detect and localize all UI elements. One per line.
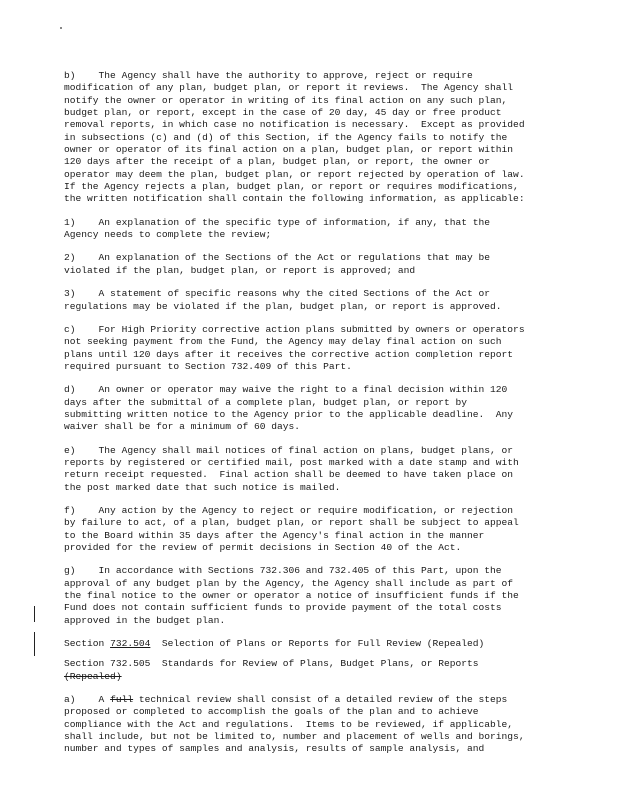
section-prefix: Section [64, 638, 111, 650]
paragraph-line: to the Board within 35 days after the Agency's final action in the manner [64, 529, 485, 541]
paragraph-line: budget plan, or report, except in the case of 20 day, 45 day or free product [64, 107, 502, 119]
paragraph-line: regulations may be violated if the plan, budget plan, or report is approved. [64, 300, 502, 312]
repealed-marker: (Repealed) [64, 670, 122, 682]
section-title: Selection of Plans or Reports for Full Review (Repealed) [150, 638, 485, 650]
section-732-505-heading [64, 658, 556, 683]
revision-bar-section-505 [34, 632, 35, 656]
paragraph-line: g) In accordance with Sections 732.306 and 732.405 of this Part, upon the [64, 565, 502, 577]
paragraph-line: Fund does not contain sufficient funds to provide payment of the total costs [64, 602, 502, 614]
paragraph-line: in subsections (c) and (d) of this Section, if the Agency fails to notify the [64, 131, 508, 143]
paragraph-a-line: proposed or completed to accomplish the goals of the plan and to achieve [64, 706, 479, 718]
paragraph-line: not seeking payment from the Fund, the Agency may delay final action on such [64, 336, 502, 348]
paragraph-a-line: shall include, but not be limited to, number and placement of wells and borings, [64, 731, 525, 743]
paragraph-e [64, 445, 556, 494]
paragraph-line: removal reports, in which case no notification is necessary. Except as provided [64, 119, 525, 131]
paragraph-line: waiver shall be for a minimum of 60 days. [64, 421, 301, 433]
paragraph-line: by failure to act, of a plan, budget plan, or report shall be subject to appeal [64, 517, 519, 529]
paragraph-line: notify the owner or operator in writing of its final action on any such plan, [64, 94, 508, 106]
paragraph-line: submitting written notice to the Agency prior to the applicable deadline. Any [64, 408, 514, 420]
paragraph-a [64, 694, 556, 756]
heading-line: Section 732.505 Standards for Review of Plans, Budget Plans, or Reports [64, 658, 479, 670]
paragraph-line: 120 days after the receipt of a plan, budget plan, or report, the owner or [64, 156, 491, 168]
paragraph-a-line: compliance with the Act and regulations. Items to be reviewed, if applicable, [64, 718, 514, 730]
paragraph-a-rest: technical review shall consist of a detailed review of the steps [133, 694, 508, 706]
revision-bar-section-504 [34, 606, 35, 622]
paragraph-g [64, 565, 556, 627]
paragraph-line: days after the submittal of a complete plan, budget plan, or report by [64, 396, 468, 408]
paragraph-line: the post marked date that such notice is mailed. [64, 481, 341, 493]
paragraph-line: e) The Agency shall mail notices of final action on plans, budget plans, or [64, 444, 514, 456]
document-body [64, 70, 556, 767]
section-number: 732.504 [110, 638, 151, 650]
paragraph-a-prefix: a) A [64, 694, 111, 706]
paragraph-line: Agency needs to complete the review; [64, 229, 272, 241]
paragraph-line: violated if the plan, budget plan, or report is approved; and [64, 264, 416, 276]
section-732-504-heading [64, 638, 556, 650]
paragraph-line: b) The Agency shall have the authority to approve, reject or require [64, 70, 473, 81]
paragraph-line: 2) An explanation of the Sections of the Act or regulations that may be [64, 252, 491, 264]
paragraph-line: approved in the budget plan. [64, 614, 226, 626]
paragraph-line: approval of any budget plan by the Agency, the Agency shall include as part of [64, 577, 514, 589]
paragraph-d [64, 384, 556, 433]
paragraph-line: f) Any action by the Agency to reject or require modification, or rejection [64, 504, 514, 516]
paragraph-line: operator may deem the plan, budget plan, or report rejected by operation of law. [64, 168, 525, 180]
paragraph-line: required pursuant to Section 732.409 of this Part. [64, 360, 352, 372]
paragraph-line: owner or operator of its final action on a plan, budget plan, or report within [64, 144, 514, 156]
paragraph-line: 3) A statement of specific reasons why the cited Sections of the Act or [64, 288, 491, 300]
paragraph-line: the written notification shall contain the following information, as applicable: [64, 193, 525, 205]
paragraph-line: d) An owner or operator may waive the right to a final decision within 120 [64, 384, 508, 396]
paragraph-line: modification of any plan, budget plan, or report it reviews. The Agency shall [64, 82, 514, 94]
paragraph-a-first-line [64, 694, 556, 706]
paragraph-line: c) For High Priority corrective action plans submitted by owners or operators [64, 323, 525, 335]
paragraph-b1 [64, 217, 556, 242]
paragraph-line: the final notice to the owner or operator a notice of insufficient funds if the [64, 590, 519, 602]
scan-speck [60, 27, 62, 29]
paragraph-f [64, 505, 556, 554]
paragraph-b2 [64, 252, 556, 277]
paragraph-line: plans until 120 days after it receives the corrective action completion report [64, 348, 514, 360]
paragraph-line: provided for the review of permit decisions in Section 40 of the Act. [64, 542, 462, 553]
paragraph-line: If the Agency rejects a plan, budget plan, or report or requires modifications, [64, 181, 519, 193]
struck-word: full [110, 694, 134, 706]
paragraph-line: return receipt requested. Final action shall be deemed to have taken place on [64, 469, 514, 481]
paragraph-line: 1) An explanation of the specific type of information, if any, that the [64, 216, 491, 228]
paragraph-b3 [64, 288, 556, 313]
paragraph-line: reports by registered or certified mail, post marked with a date stamp and with [64, 456, 519, 468]
paragraph-a-line: number and types of samples and analysis, results of sample analysis, and [64, 743, 485, 755]
section-paragraphs [64, 70, 556, 627]
paragraph-b [64, 70, 556, 206]
paragraph-c [64, 324, 556, 373]
